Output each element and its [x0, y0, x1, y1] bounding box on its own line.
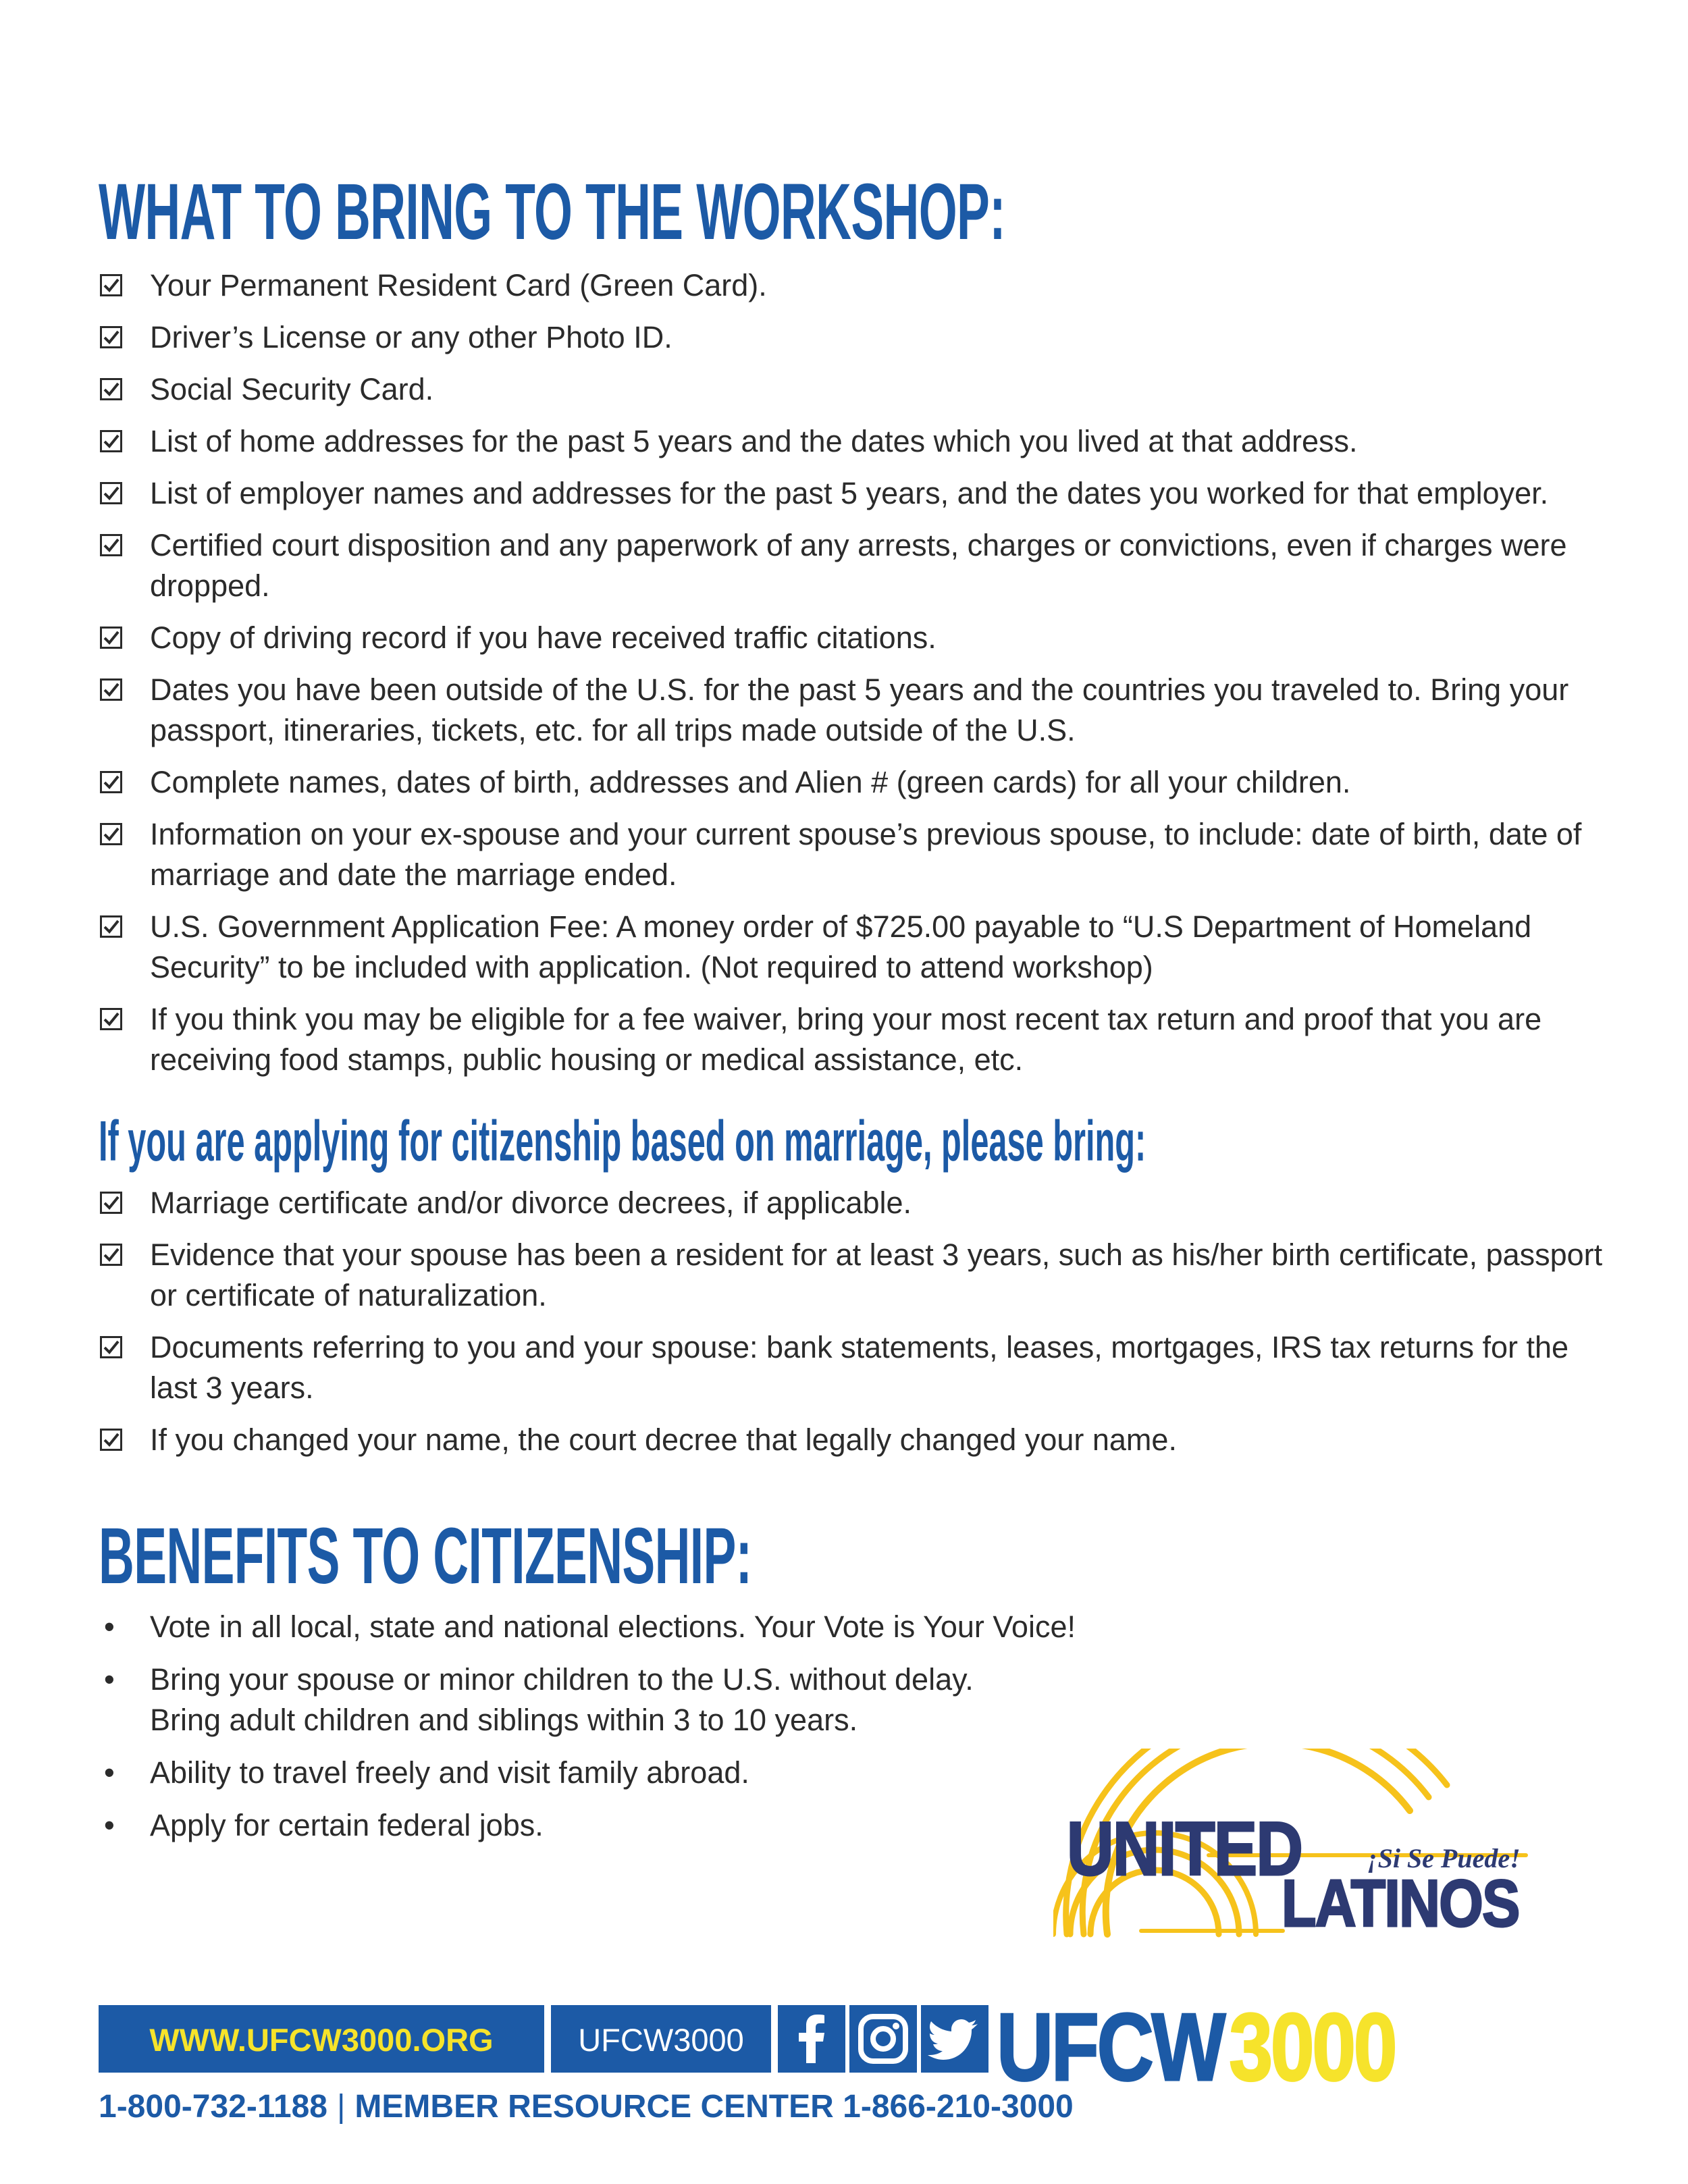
list-item: List of employer names and addresses for the past 5 years, and the dates you worked for that employer. — [99, 473, 1604, 514]
bullet-icon: • — [104, 1662, 115, 1697]
list-item: Evidence that your spouse has been a resident for at least 3 years, such as his/her birth certificate, passport or certificate of naturalization. — [99, 1235, 1604, 1316]
twitter-icon[interactable] — [921, 2005, 988, 2073]
ufcw3000-wordmark: UFCW3000 — [997, 1994, 1396, 2101]
list-item: Social Security Card. — [99, 369, 1604, 410]
bullet-icon: • — [104, 1755, 115, 1790]
checkbox-checked-icon — [100, 627, 122, 649]
list-item: • Bring your spouse or minor children to the U.S. without delay. Bring adult children and siblings within 3 to 10 years. — [99, 1659, 1604, 1740]
checkbox-checked-icon — [100, 823, 122, 845]
list-item: • Ability to travel freely and visit family abroad. — [99, 1753, 1604, 1793]
social-handle[interactable]: UFCW3000 — [551, 2005, 771, 2073]
list-item: Information on your ex-spouse and your current spouse’s previous spouse, to include: date of birth, date of marriage and date the marriage ended. — [99, 814, 1604, 895]
logo-tagline: ¡Si Se Puede! — [1367, 1843, 1521, 1873]
phone-number[interactable]: 1-800-732-1188 — [99, 2089, 327, 2125]
list-item: • Vote in all local, state and national elections. Your Vote is Your Voice! — [99, 1607, 1604, 1647]
list-item: Copy of driving record if you have received traffic citations. — [99, 618, 1604, 658]
list-item: Certified court disposition and any paperwork of any arrests, charges or convictions, even if charges were dropped. — [99, 525, 1604, 606]
checkbox-checked-icon — [100, 1429, 122, 1451]
checkbox-checked-icon — [100, 534, 122, 556]
checkbox-checked-icon — [100, 326, 122, 348]
checkbox-checked-icon — [100, 1008, 122, 1030]
checkbox-checked-icon — [100, 1336, 122, 1358]
list-item: If you changed your name, the court decree that legally changed your name. — [99, 1420, 1604, 1460]
instagram-icon[interactable] — [849, 2005, 917, 2073]
list-item: If you think you may be eligible for a fee waiver, bring your most recent tax return and proof that you are receiving food stamps, public housing or medical assistance, etc. — [99, 999, 1604, 1080]
logo-latinos-text: LATINOS — [1282, 1866, 1519, 1940]
bullet-icon: • — [104, 1808, 115, 1842]
checklist-marriage — [99, 1183, 1604, 1472]
list-item: U.S. Government Application Fee: A money order of $725.00 payable to “U.S Department of Homeland Security” to be included with application. (Not required to attend workshop) — [99, 907, 1604, 988]
heading-what-to-bring: WHAT TO BRING TO THE WORKSHOP: — [99, 167, 1005, 257]
checkbox-checked-icon — [100, 771, 122, 793]
checkbox-checked-icon — [100, 430, 122, 452]
list-item: List of home addresses for the past 5 years and the dates which you lived at that address. — [99, 421, 1604, 462]
list-item: Documents referring to you and your spouse: bank statements, leases, mortgages, IRS tax returns for the last 3 years. — [99, 1327, 1604, 1408]
heading-benefits: BENEFITS TO CITIZENSHIP: — [99, 1512, 752, 1601]
list-item: Dates you have been outside of the U.S. for the past 5 years and the countries you traveled to. Bring your passport, itineraries, tickets, etc. for all trips made outside of the U.S. — [99, 670, 1604, 751]
checkbox-checked-icon — [100, 678, 122, 701]
separator: | — [336, 2089, 346, 2125]
phone-line — [99, 2091, 1074, 2123]
checkbox-checked-icon — [100, 1192, 122, 1214]
united-latinos-logo — [1053, 1749, 1580, 1951]
member-resource-center[interactable]: MEMBER RESOURCE CENTER 1-866-210-3000 — [354, 2089, 1074, 2125]
logo-united-text: UNITED — [1067, 1807, 1302, 1891]
facebook-icon[interactable] — [778, 2005, 845, 2073]
checkbox-checked-icon — [100, 1244, 122, 1266]
heading-marriage: If you are applying for citizenship based on marriage, please bring: — [99, 1109, 1146, 1173]
checklist-what-to-bring — [99, 265, 1604, 1092]
checkbox-checked-icon — [100, 482, 122, 504]
list-item: Your Permanent Resident Card (Green Card). — [99, 265, 1604, 306]
checkbox-checked-icon — [100, 378, 122, 400]
checkbox-checked-icon — [100, 274, 122, 296]
list-item: Marriage certificate and/or divorce decrees, if applicable. — [99, 1183, 1604, 1223]
website-link[interactable]: WWW.UFCW3000.ORG — [99, 2005, 544, 2073]
bullet-icon: • — [104, 1609, 115, 1644]
checkbox-checked-icon — [100, 915, 122, 938]
list-item: Complete names, dates of birth, addresses and Alien # (green cards) for all your children. — [99, 762, 1604, 803]
list-item: Driver’s License or any other Photo ID. — [99, 317, 1604, 358]
list-item: • Apply for certain federal jobs. — [99, 1805, 1604, 1846]
